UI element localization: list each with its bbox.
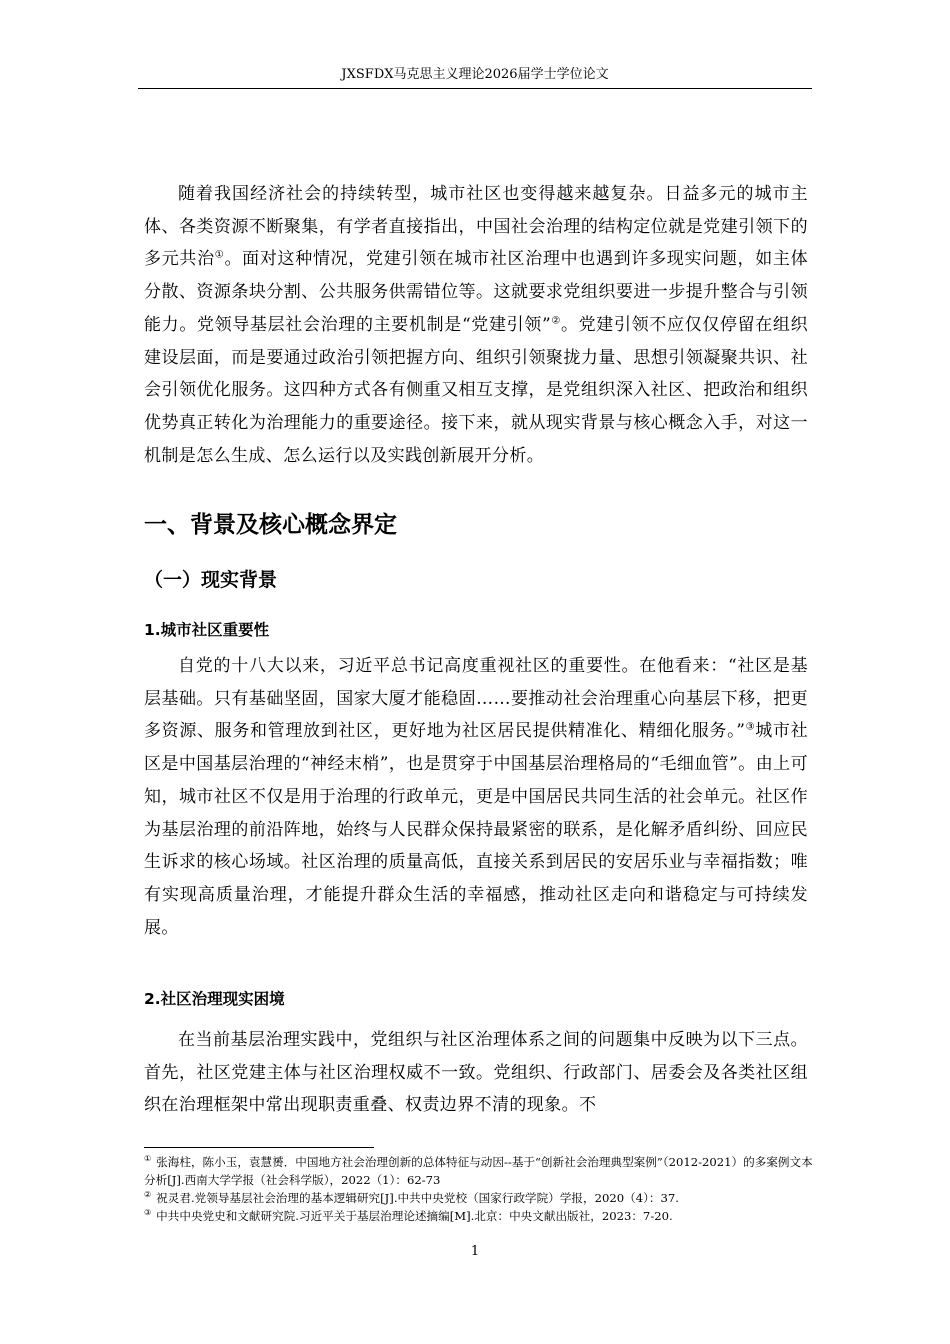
page-number: 1 — [470, 1244, 480, 1259]
paragraph-text-2: 城市社区是中国基层治理的“神经末梢”，也是贯穿于中国基层治理格局的“毛细血管”。由上可知，城市社区不仅是用于治理的行政单元，更是中国居民共同生活的社会单元。社区作为基层治理的前沿阵地，始终与人民群众保持最紧密的联系，是化解矛盾纠纷、回应民生诉求的核心场域。社区治理的质量高低，直接关系到居民的安居乐业与幸福指数；唯有实现高质量治理，才能提升群众生活的幸福感，推动社区走向和谐稳定与可持续发展。 — [144, 721, 808, 938]
subsection-heading-1: （一）现实背景 — [144, 569, 278, 591]
header-rule — [138, 88, 812, 89]
footnote-3 — [144, 1207, 814, 1225]
paragraph-text-1: 自党的十八大以来，习近平总书记高度重视社区的重要性。在他看来：“社区是基层基础。只有基础坚固，国家大厦才能稳固……要推动社会治理重心向基层下移，把更多资源、服务和管理放到社区，更好地为社区居民提供精准化、精细化服务。” — [144, 656, 808, 742]
footnote-1 — [144, 1153, 814, 1189]
intro-paragraph — [144, 178, 808, 472]
footnote-text-2: 祝灵君.党领导基层社会治理的基本逻辑研究[J].中共中央党校（国家行政学院）学报，2020（4）：37. — [156, 1191, 679, 1205]
footnote-mark-3: ③ — [144, 1208, 152, 1218]
footnote-text-3: 中共中央党史和文献研究院.习近平关于基层治理论述摘编[M].北京：中央文献出版社，2023：7-20. — [156, 1209, 673, 1223]
footnote-separator — [144, 1147, 374, 1148]
intro-text-3: 。党建引领不应仅仅停留在组织建设层面，而是要通过政治引领把握方向、组织引领聚拢力量、思想引领凝聚共识、社会引领优化服务。这四种方式各有侧重又相互支撑，是党组织深入社区、把政治和组织优势真正转化为治理能力的重要途径。接下来，就从现实背景与核心概念入手，对这一机制是怎么生成、怎么运行以及实践创新展开分析。 — [144, 314, 808, 466]
community-importance-paragraph — [144, 650, 808, 944]
footnote-ref-2[interactable]: ② — [551, 315, 561, 327]
intro-text-1: 随着我国经济社会的持续转型，城市社区也变得越来越复杂。日益多元的城市主体、各类资源不断聚集，有学者直接指出，中国社会治理的结构定位就是党建引领下的多元共治 — [144, 184, 808, 270]
governance-dilemma-paragraph: 在当前基层治理实践中，党组织与社区治理体系之间的问题集中反映为以下三点。首先，社区党建主体与社区治理权威不一致。党组织、行政部门、居委会及各类社区组织在治理框架中常出现职责重叠、权责边界不清的现象。不 — [144, 1030, 808, 1116]
footnotes — [144, 1153, 814, 1225]
footnote-2 — [144, 1189, 814, 1207]
footnote-text-1: 张海柱，陈小玉，袁慧赟．中国地方社会治理创新的总体特征与动因--基于“创新社会治理典型案例”（2012-2021）的多案例文本分析[J].西南大学学报（社会科学版），2022（1）：62-73 — [144, 1155, 813, 1187]
footnote-ref-1[interactable]: ① — [214, 249, 225, 261]
footnote-mark-1: ① — [144, 1154, 152, 1164]
section-heading-1: 一、背景及核心概念界定 — [144, 512, 397, 538]
intro-text-2: 。面对这种情况，党建引领在城市社区治理中也遇到许多现实问题，如主体分散、资源条块分割、公共服务供需错位等。这就要求党组织要进一步提升整合与引领能力。党领导基层社会治理的主要机制是“党建引领” — [144, 249, 809, 335]
item-heading-1: 1.城市社区重要性 — [144, 621, 270, 639]
footnote-mark-2: ② — [144, 1190, 152, 1200]
item-heading-2: 2.社区治理现实困境 — [144, 990, 285, 1008]
footnote-ref-3[interactable]: ③ — [745, 721, 756, 733]
running-header: JXSFDX马克思主义理论2026届学士学位论文 — [341, 67, 609, 82]
